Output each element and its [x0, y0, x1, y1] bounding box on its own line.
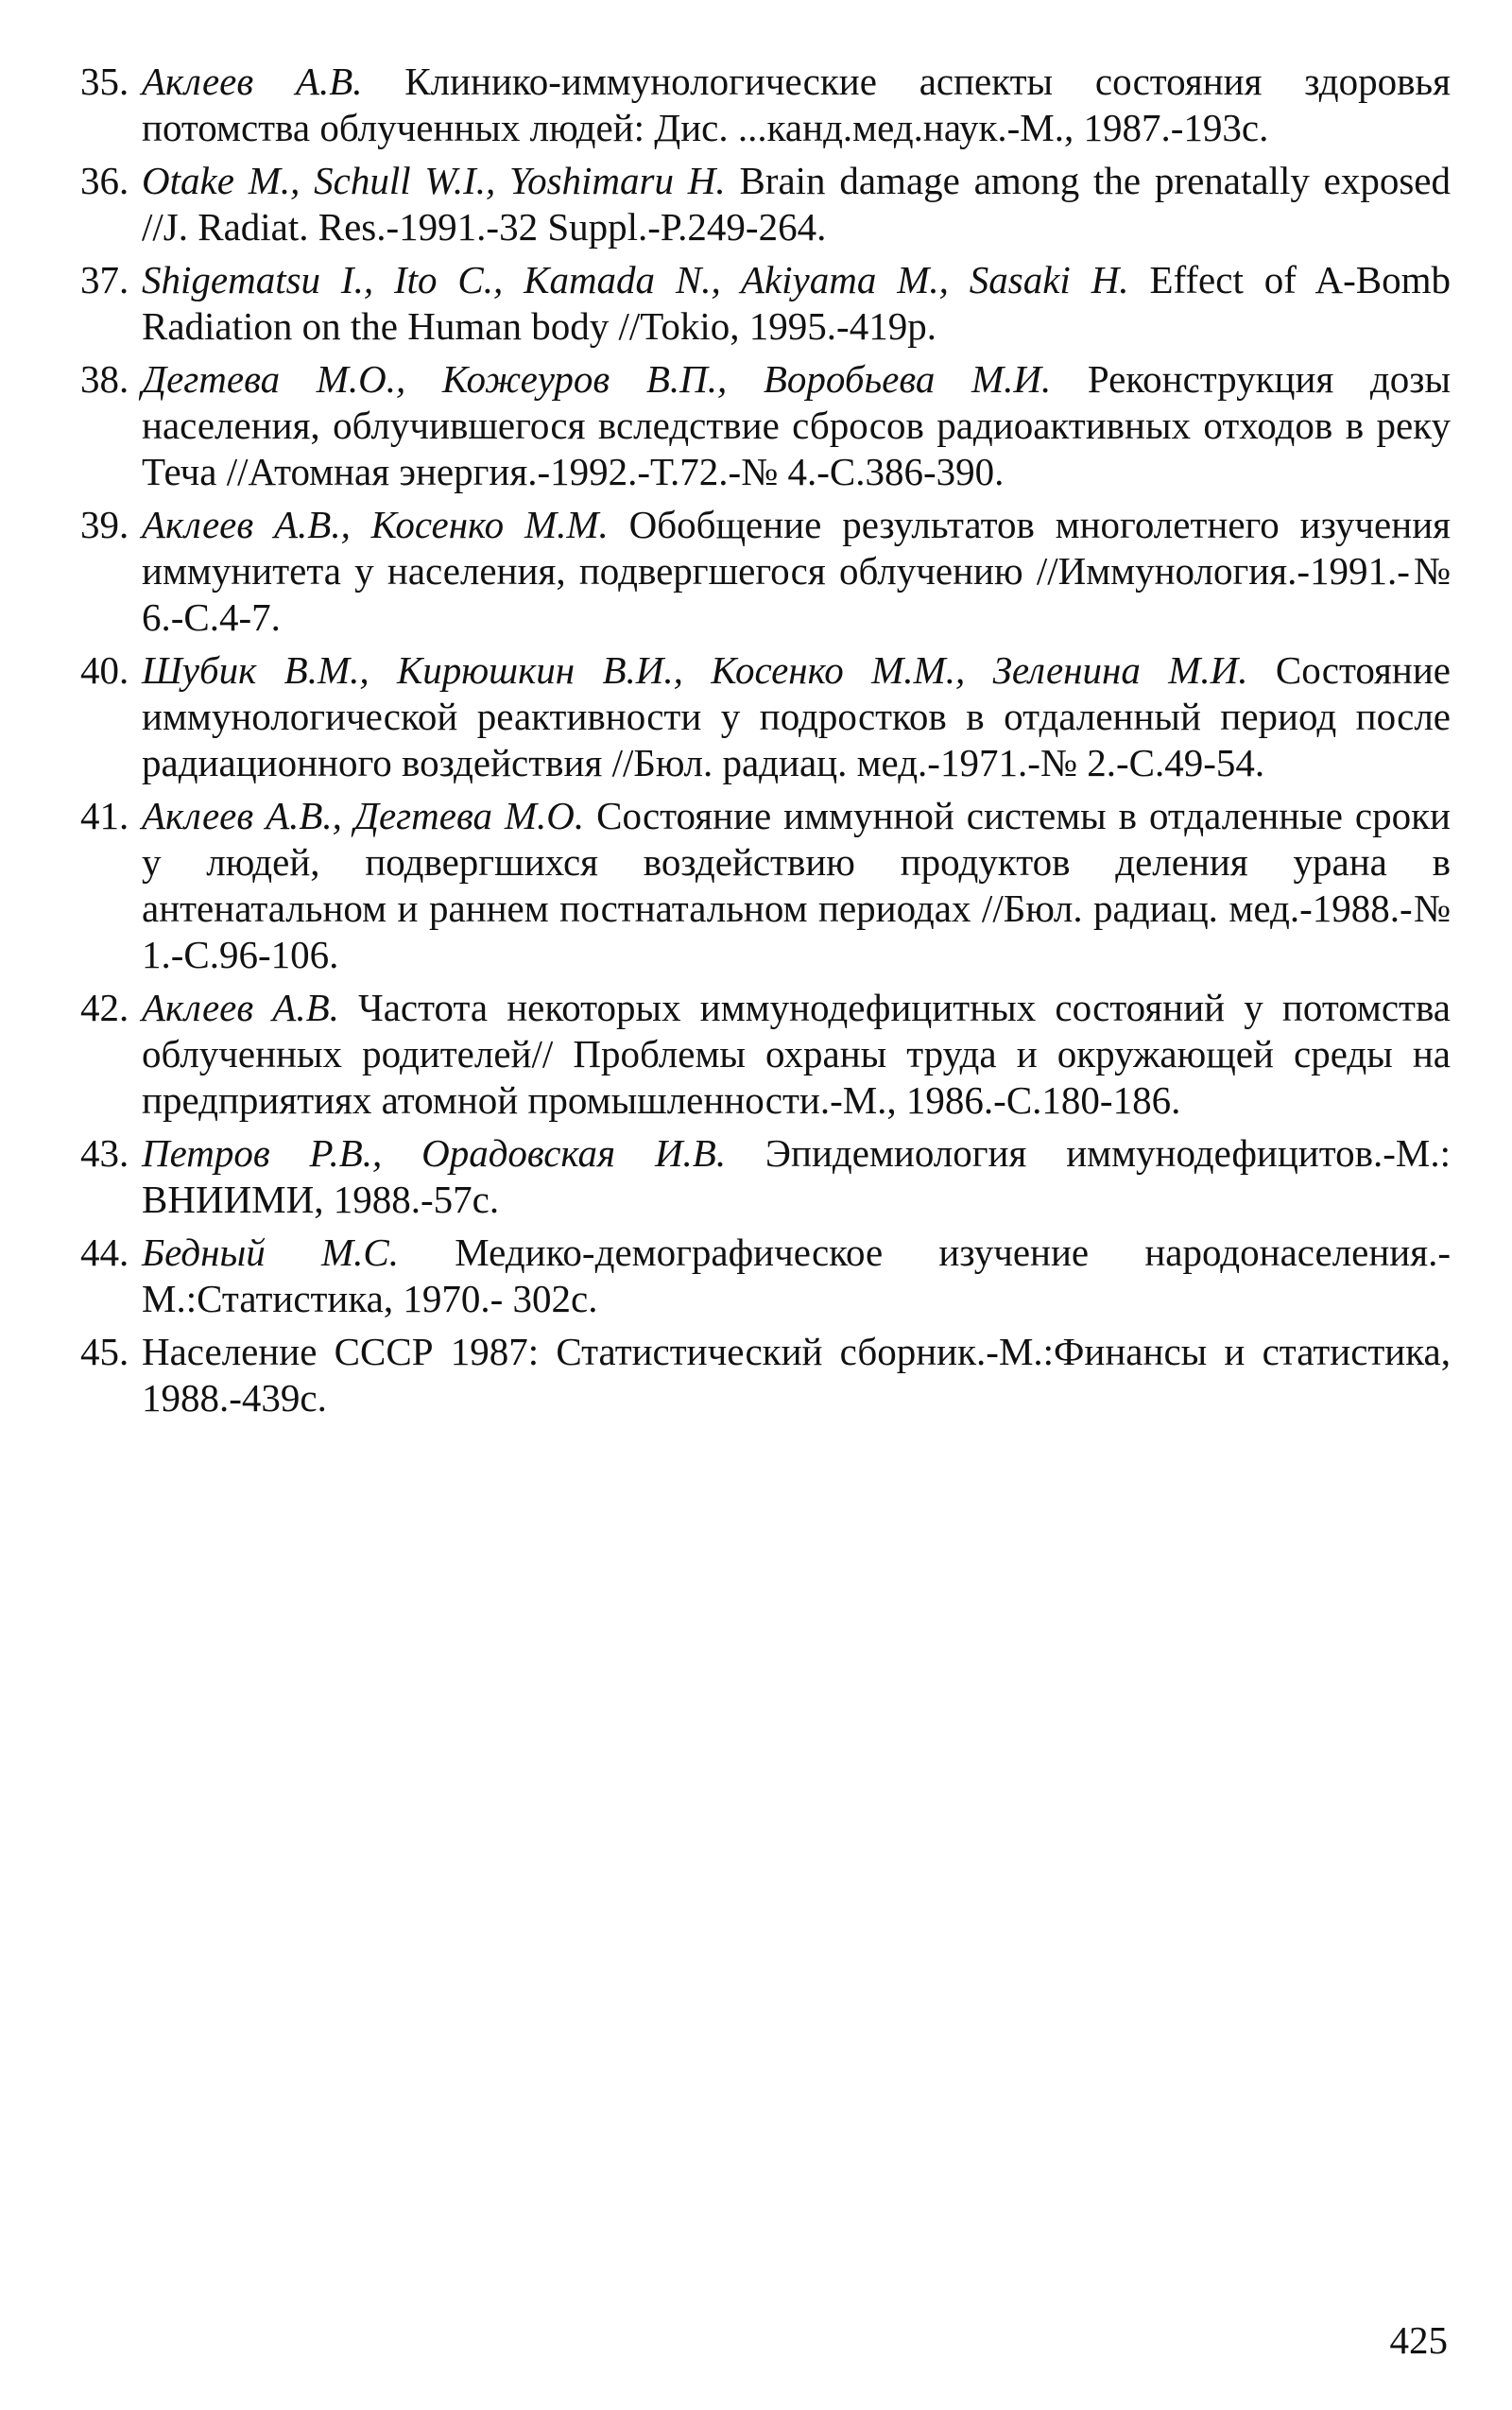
reference-text: Частота некоторых иммунодефицитных состояний у потомства облученных родителей// Проблемы охраны труда и окружающей среды на предприятиях атомной промышленности.-М., 1986.-С.180-186. — [142, 986, 1451, 1122]
reference-number: 42. — [80, 986, 129, 1029]
reference-item — [80, 158, 1451, 250]
reference-text: Эпидемиология иммунодефицитов.-М.: ВНИИМИ, 1988.-57с. — [142, 1131, 1451, 1221]
reference-number: 45. — [80, 1330, 129, 1373]
reference-item — [80, 59, 1451, 151]
reference-item — [80, 502, 1451, 641]
reference-authors: Петров Р.В., Орадовская И.В. — [142, 1131, 727, 1175]
reference-number: 44. — [80, 1231, 129, 1274]
reference-text: Клинико-иммунологические аспекты состояния здоровья потомства облученных людей: Дис. ...канд.мед.наук.-М., 1987.-193с. — [142, 60, 1451, 149]
reference-number: 41. — [80, 794, 129, 837]
reference-authors: Otake M., Schull W.I., Yoshimaru H. — [142, 159, 726, 202]
reference-item — [80, 1329, 1451, 1421]
reference-authors: Дегтева М.О., Кожеуров В.П., Воробьева М.И. — [142, 357, 1052, 401]
reference-text: Состояние иммунологической реактивности у подростков в отдаленный период после радиационного воздействия //Бюл. радиац. мед.-1971.-№ 2.-С.49-54. — [142, 648, 1451, 784]
reference-text: Медико-демографическое изучение народонаселения.-М.:Статистика, 1970.- 302с. — [142, 1231, 1451, 1320]
page-number: 425 — [1389, 2318, 1448, 2362]
reference-authors: Аклеев А.В., Дегтева М.О. — [142, 794, 585, 837]
reference-item — [80, 793, 1451, 978]
reference-authors: Аклеев А.В., Косенко М.М. — [142, 503, 609, 546]
reference-authors: Аклеев А.В. — [142, 60, 363, 103]
reference-number: 36. — [80, 159, 129, 202]
reference-item — [80, 985, 1451, 1124]
reference-item — [80, 257, 1451, 350]
reference-list — [80, 59, 1451, 1428]
reference-text: Brain damage among the prenatally exposed //J. Radiat. Res.-1991.-32 Suppl.-P.249-264. — [142, 159, 1451, 249]
reference-text: Обобщение результатов многолетнего изучения иммунитета у населения, подвергшегося облучению //Иммунология.-1991.-№ 6.-С.4-7. — [142, 503, 1451, 639]
reference-number: 43. — [80, 1131, 129, 1175]
reference-number: 35. — [80, 60, 129, 103]
reference-text: Effect of A-Bomb Radiation on the Human body //Tokio, 1995.-419p. — [142, 258, 1451, 348]
reference-text: Реконструкция дозы населения, облучившегося вследствие сбросов радиоактивных отходов в реку Теча //Атомная энергия.-1992.-Т.72.-№ 4.-С.386-390. — [142, 357, 1452, 493]
reference-authors: Шубик В.М., Кирюшкин В.И., Косенко М.М., Зеленина М.И. — [142, 648, 1248, 692]
reference-item — [80, 647, 1451, 786]
reference-authors: Аклеев А.В. — [142, 986, 339, 1029]
reference-item — [80, 356, 1451, 495]
reference-number: 39. — [80, 503, 129, 546]
reference-number: 37. — [80, 258, 129, 301]
reference-text: Состояние иммунной системы в отдаленные сроки у людей, подвергшихся воздействию продуктов деления урана в антенатальном и раннем постнатальном периодах //Бюл. радиац. мед.-1988.-№ 1.-С.96-106. — [142, 794, 1451, 976]
reference-authors: Shigematsu I., Ito C., Kamada N., Akiyama M., Sasaki H. — [142, 258, 1129, 301]
reference-number: 40. — [80, 648, 129, 692]
reference-text: Население СССР 1987: Статистический сборник.-М.:Финансы и статистика, 1988.-439с. — [142, 1330, 1451, 1420]
reference-number: 38. — [80, 357, 129, 401]
reference-item — [80, 1130, 1451, 1223]
reference-item — [80, 1230, 1451, 1322]
reference-authors: Бедный М.С. — [142, 1231, 399, 1274]
